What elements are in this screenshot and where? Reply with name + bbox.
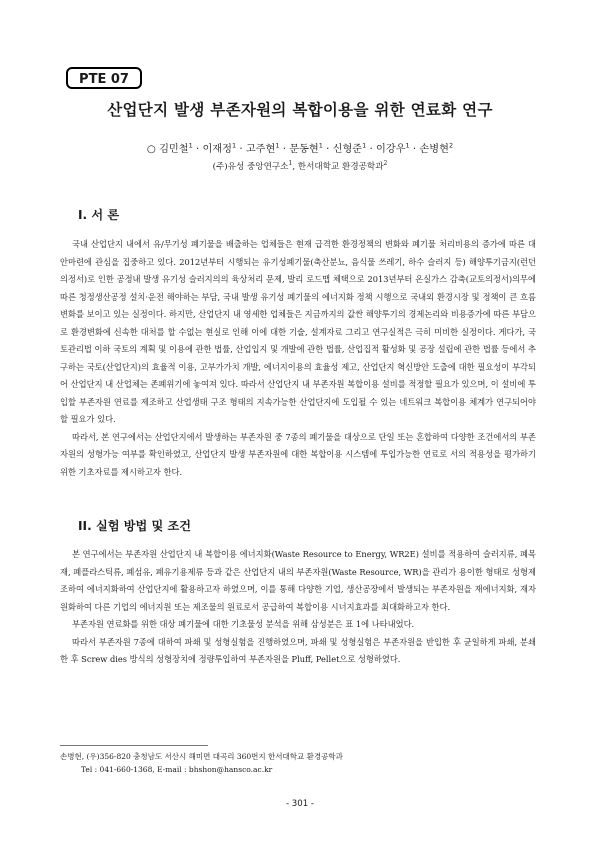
footnote-contact: Tel : 041-660-1368, E-mail : bhshon@hansco.ac.kr — [81, 764, 273, 774]
author-separator: · — [409, 144, 420, 155]
author-separator: · — [236, 144, 246, 155]
author-affiliation-sup: 1 — [275, 141, 280, 150]
author-name: 고주현 — [245, 144, 276, 155]
paragraph: 따라서, 본 연구에서는 산업단지에서 발생하는 부존자원 중 7종의 폐기물을 대상으로 단일 또는 혼합하여 다양한 조건에서의 부존자원의 성형가능 여부를 확인하였고, 산업단지 발생 부존자원에 대한 복합이용 시스템에 투입가능한 연료로 서의 적용성을 평가하기 위한 기초자료를 제시하고자 한다. — [60, 431, 536, 477]
paragraph: 부존자원 연료화를 위한 대상 폐기물에 대한 기초물성 분석을 위해 삼성분은 표 1에 나타내었다. — [72, 619, 415, 629]
author-name: 이재정 — [202, 144, 232, 155]
author-separator: · — [192, 144, 203, 155]
author-affiliation-sup: 1 — [362, 141, 367, 150]
affiliation-separator: , — [292, 162, 298, 172]
section-introduction-body — [60, 236, 536, 481]
section-heading-methods: II. 실험 방법 및 조건 — [78, 519, 192, 533]
footnote-divider — [60, 745, 208, 746]
affiliation-2: 한서대학교 환경공학과 — [297, 162, 384, 172]
author-name: 신형준 — [332, 144, 363, 155]
affiliation-2-sup: 2 — [383, 160, 388, 168]
footnote — [60, 751, 540, 777]
author-affiliation-sup: 1 — [231, 141, 237, 150]
author-separator: · — [366, 144, 377, 155]
author-affiliation-sup: 1 — [318, 141, 323, 150]
author-name: 이강우 — [376, 144, 406, 155]
affiliation-1-sup: 1 — [288, 160, 293, 168]
paragraph: 본 연구에서는 부존자원 산업단지 내 복합이용 에너지화(Waste Resource to Energy, WR2E) 설비를 적용하여 슬러지류, 폐목재, 폐플라스틱류, 폐섬유, 폐유기용제류 등과 같은 산업단지 내의 부존자원(Waste Resource, WR)을 관리가 용이한 형태로 성형제조하여 에너지화하여 산업단지에 활용하고자 하였으며, 이를 통해 다양한 기업, 생산공장에서 발생되는 부존자원을 재에너지화, 재자원화하여 다른 기업의 에너지원 또는 제조물의 원료로서 공급하여 복합이용 시너지효과를 최대화하고자 한다. — [60, 549, 536, 612]
author-separator: · — [279, 144, 290, 155]
author-name: 김민철 — [159, 144, 189, 155]
paragraph: 따라서 부존자원 7종에 대하여 파쇄 및 성형실험을 진행하였으며, 파쇄 및 성형실험은 부존자원을 반입한 후 균일하게 파쇄, 분쇄한 후 Screw dies 방식의 성형장치에 정량투입하여 부존자원을 Pluff, Pellet으로 성형하였다. — [60, 636, 536, 664]
paper-title: 산업단지 발생 부존자원의 복합이용을 위한 연료화 연구 — [107, 101, 493, 119]
author-affiliation-sup: 1 — [188, 141, 193, 150]
paragraph: 국내 산업단지 내에서 유/무기성 폐기물을 배출하는 업체들은 현재 급격한 환경정책의 변화와 폐기물 처리비용의 증가에 따른 대안마련에 관심을 집중하고 있다. 2012년부터 시행되는 유기성폐기물(축산분뇨, 음식물 쓰레기, 하수 슬러지 등) 해양투기금지(런던의정서)로 인한 공정내 발생 유기성 슬러지의의 육상처리 문제, 발리 로드맵 체택으로 2013년부터 온실가스 감축(교토의정서)의무에 따른 청정생산공정 설치·운전 해야하는 부담, 국내 발생 유기성 폐기물의 에너지화 정책 시행으로 국내외 환경시장 및 정책이 큰 흐름변화를 보이고 있는 실정이다. 하지만, 산업단지 내 영세한 업체들은 지금까지의 값싼 해양투기의 경제논리와 비용증가에 따른 부담으로 환경변화에 신속한 대처를 할 수없는 현실로 인해 이에 대한 기술, 설계자료 그리고 연구실적은 극히 미비한 실정이다. 게다가, 국토관리법 이하 국토의 계획 및 이용에 관한 법률, 산업입지 및 개발에 관한 법률, 산업집적 활성화 및 공장 설립에 관한 법률 등에서 추구하는 국토(산업단지)의 효율적 이용, 고부가가치 개발, 에너지이용의 효율성 제고, 산업단지 혁신방안 도출에 대한 필요성이 부각되어 산업단지 내 산업체는 존폐위기에 놓여져 있다. 따라서 산업단지 내 부존자원 복합이용 설비를 적정할 필요가 있으며, 이 설비에 투입할 부존자원 연료를 제조하고 산업생태 구조 형태의 지속가능한 산업단지에 도입될 수 있는 네트워크 복합이용 체계가 연구되어야 할 필요가 있다. — [60, 239, 536, 424]
affiliations — [0, 160, 600, 172]
author-name: 손병현 — [419, 144, 449, 155]
author-affiliation-sup: 1 — [405, 141, 410, 150]
author-separator: · — [322, 144, 333, 155]
footnote-address: 손병현, (우)356-820 충청남도 서산시 해미면 대곡리 360번지 한서대학교 환경공학과 — [60, 752, 343, 761]
presenter-marker: ○ — [146, 144, 156, 155]
affiliation-1: (주)유성 중앙연구소 — [212, 162, 289, 172]
author-list — [0, 140, 600, 155]
page-number: - 301 - — [285, 799, 315, 809]
author-affiliation-sup: 2 — [448, 141, 454, 150]
section-heading-introduction: I. 서 론 — [78, 208, 120, 222]
author-name: 문동현 — [289, 144, 319, 155]
session-badge: PTE 07 — [66, 67, 142, 89]
section-methods-body — [60, 546, 536, 669]
author-names — [159, 141, 454, 155]
